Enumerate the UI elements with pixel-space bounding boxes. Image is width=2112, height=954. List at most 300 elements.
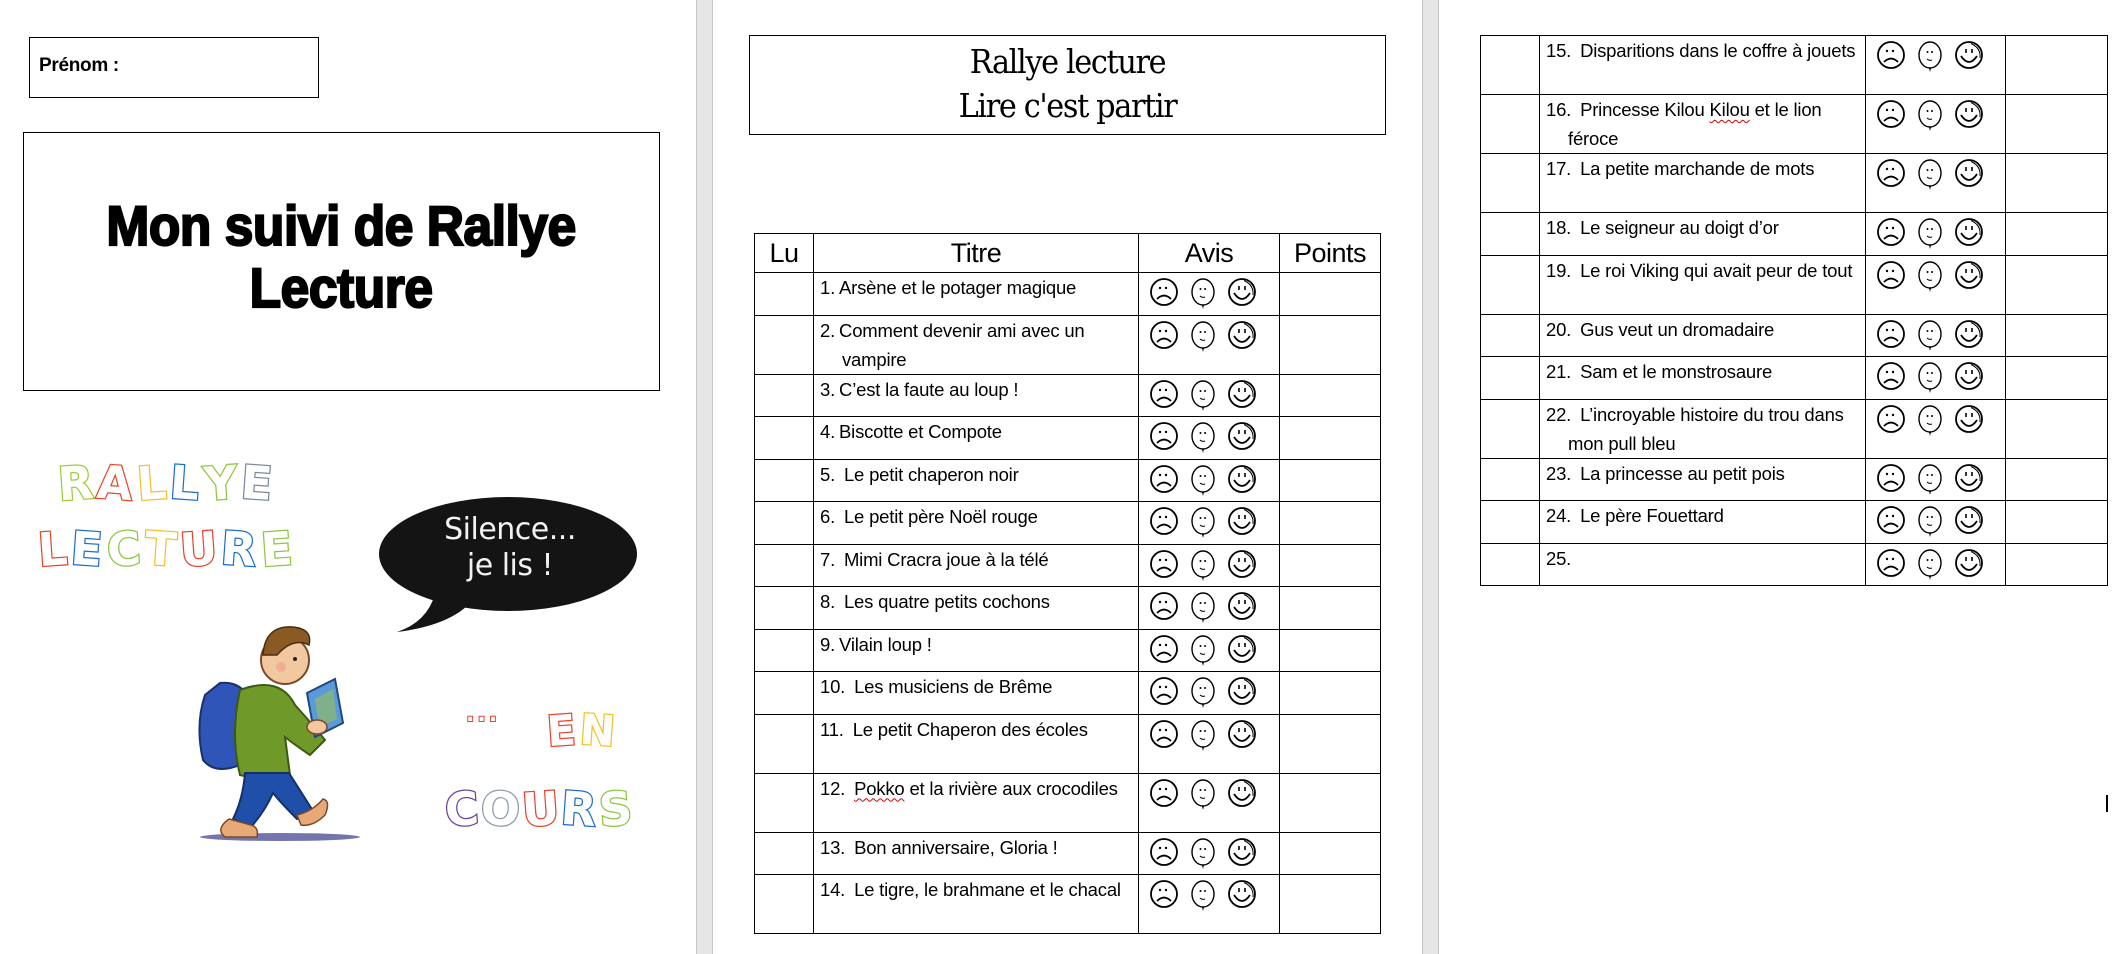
titre-cell bbox=[1540, 213, 1866, 256]
neutral-face-icon[interactable] bbox=[1915, 217, 1945, 251]
sad-face-icon[interactable] bbox=[1149, 421, 1179, 455]
neutral-face-icon[interactable] bbox=[1915, 99, 1945, 133]
lu-checkbox-cell[interactable] bbox=[755, 374, 814, 417]
table-header-row bbox=[755, 234, 1381, 273]
points-cell[interactable] bbox=[1280, 273, 1381, 316]
avis-cell bbox=[1139, 315, 1280, 374]
titre-cell bbox=[814, 459, 1139, 502]
titre-cell bbox=[814, 832, 1139, 875]
avis-cell bbox=[1139, 544, 1280, 587]
book-number: 17. bbox=[1546, 158, 1572, 179]
decorative-letter: E bbox=[258, 520, 298, 578]
avis-cell bbox=[1139, 714, 1280, 773]
titre-cell bbox=[814, 714, 1139, 773]
titre-cell bbox=[1540, 399, 1866, 458]
titre-cell bbox=[814, 273, 1139, 316]
happy-face-icon[interactable] bbox=[1227, 464, 1257, 498]
happy-face-icon[interactable] bbox=[1954, 319, 1984, 353]
table-row bbox=[755, 832, 1381, 875]
book-number: 21. bbox=[1546, 361, 1572, 382]
table-row bbox=[1481, 213, 2108, 256]
bubble-line2: je lis ! bbox=[466, 548, 554, 583]
table-row bbox=[755, 714, 1381, 773]
sad-face-icon[interactable] bbox=[1876, 217, 1906, 251]
points-cell[interactable] bbox=[2006, 458, 2108, 501]
decorative-letter: R bbox=[559, 780, 601, 838]
titre-cell bbox=[814, 544, 1139, 587]
page-gutter bbox=[696, 0, 713, 954]
table-row bbox=[1481, 357, 2108, 400]
book-title: Biscotte et Compote bbox=[839, 421, 1002, 442]
neutral-face-icon[interactable] bbox=[1188, 837, 1218, 871]
table-row bbox=[1481, 154, 2108, 213]
rallye-table-page3 bbox=[1480, 35, 2108, 586]
avis-cell bbox=[1139, 502, 1280, 545]
happy-face-icon[interactable] bbox=[1227, 634, 1257, 668]
happy-face-icon[interactable] bbox=[1954, 260, 1984, 294]
spellcheck-underline: Pokko bbox=[854, 777, 905, 799]
points-cell[interactable] bbox=[2006, 213, 2108, 256]
neutral-face-icon[interactable] bbox=[1915, 158, 1945, 192]
happy-face-icon[interactable] bbox=[1227, 719, 1257, 753]
points-cell[interactable] bbox=[1280, 832, 1381, 875]
cover-title-line2: Lecture bbox=[250, 255, 433, 319]
neutral-face-icon[interactable] bbox=[1188, 879, 1218, 913]
avis-cell bbox=[1866, 95, 2006, 154]
neutral-face-icon[interactable] bbox=[1188, 778, 1218, 812]
decorative-letter: U bbox=[178, 520, 224, 578]
column-header-titre: Titre bbox=[814, 234, 1139, 273]
neutral-face-icon[interactable] bbox=[1915, 260, 1945, 294]
book-number: 24. bbox=[1546, 505, 1572, 526]
sad-face-icon[interactable] bbox=[1149, 549, 1179, 583]
document-title-box bbox=[749, 35, 1386, 135]
boy-reading-illustration bbox=[185, 615, 385, 845]
lu-checkbox-cell[interactable] bbox=[755, 544, 814, 587]
points-cell[interactable] bbox=[1280, 587, 1381, 630]
happy-face-icon[interactable] bbox=[1227, 549, 1257, 583]
sad-face-icon[interactable] bbox=[1876, 319, 1906, 353]
book-number: 4. bbox=[820, 421, 836, 442]
book-title: L’incroyable histoire du trou dans mon pull bleu bbox=[1568, 403, 1849, 454]
avis-cell bbox=[1866, 357, 2006, 400]
book-title: C’est la faute au loup ! bbox=[839, 378, 1019, 400]
points-cell[interactable] bbox=[2006, 36, 2108, 95]
lu-checkbox-cell[interactable] bbox=[755, 773, 814, 832]
lu-checkbox-cell[interactable] bbox=[1481, 213, 1540, 256]
book-number: 15. bbox=[1546, 40, 1572, 61]
titre-cell bbox=[814, 587, 1139, 630]
neutral-face-icon[interactable] bbox=[1915, 361, 1945, 395]
lu-checkbox-cell[interactable] bbox=[1481, 399, 1540, 458]
lu-checkbox-cell[interactable] bbox=[1481, 36, 1540, 95]
happy-face-icon[interactable] bbox=[1227, 837, 1257, 871]
book-number: 16. bbox=[1546, 99, 1572, 120]
en-word bbox=[547, 706, 619, 755]
sad-face-icon[interactable] bbox=[1149, 879, 1179, 913]
book-number: 14. bbox=[820, 879, 846, 900]
table-row bbox=[1481, 314, 2108, 357]
neutral-face-icon[interactable] bbox=[1915, 463, 1945, 497]
book-title: Arsène et le potager magique bbox=[839, 277, 1077, 298]
lu-checkbox-cell[interactable] bbox=[1481, 458, 1540, 501]
book-number: 7. bbox=[820, 548, 836, 570]
table-row bbox=[755, 502, 1381, 545]
happy-face-icon[interactable] bbox=[1954, 463, 1984, 497]
titre-cell bbox=[814, 773, 1139, 832]
book-number: 2. bbox=[820, 319, 836, 341]
titre-cell bbox=[814, 374, 1139, 417]
document-title: Rallye lecture bbox=[969, 42, 1166, 81]
table-row bbox=[1481, 458, 2108, 501]
titre-cell bbox=[814, 315, 1139, 374]
lu-checkbox-cell[interactable] bbox=[1481, 543, 1540, 586]
titre-cell bbox=[1540, 95, 1866, 154]
table-row bbox=[755, 672, 1381, 715]
happy-face-icon[interactable] bbox=[1954, 404, 1984, 438]
table-row bbox=[755, 374, 1381, 417]
table-row bbox=[755, 773, 1381, 832]
neutral-face-icon[interactable] bbox=[1188, 676, 1218, 710]
table-row bbox=[1481, 95, 2108, 154]
neutral-face-icon[interactable] bbox=[1188, 379, 1218, 413]
table-row bbox=[1481, 543, 2108, 586]
avis-cell bbox=[1139, 459, 1280, 502]
cover-title-line1: Mon suivi de Rallye bbox=[106, 193, 577, 257]
lu-checkbox-cell[interactable] bbox=[1481, 314, 1540, 357]
lu-checkbox-cell[interactable] bbox=[1481, 255, 1540, 314]
book-number: 9. bbox=[820, 633, 836, 655]
book-title: Le petit Chaperon des écoles bbox=[847, 718, 1088, 740]
avis-cell bbox=[1866, 543, 2006, 586]
rallye-table-page2 bbox=[754, 233, 1381, 934]
neutral-face-icon[interactable] bbox=[1915, 404, 1945, 438]
decorative-letter: O bbox=[478, 780, 524, 838]
rallye-word bbox=[56, 454, 279, 512]
decorative-letter: R bbox=[56, 454, 100, 512]
neutral-face-icon[interactable] bbox=[1188, 591, 1218, 625]
book-title: Comment devenir ami avec un vampire bbox=[839, 319, 1090, 370]
table-row bbox=[1481, 501, 2108, 544]
avis-cell bbox=[1866, 154, 2006, 213]
neutral-face-icon[interactable] bbox=[1188, 277, 1218, 311]
table-row bbox=[755, 273, 1381, 316]
book-title: Vilain loup ! bbox=[839, 633, 932, 655]
points-cell[interactable] bbox=[1280, 374, 1381, 417]
sad-face-icon[interactable] bbox=[1149, 719, 1179, 753]
column-header-avis: Avis bbox=[1139, 234, 1280, 273]
lu-checkbox-cell[interactable] bbox=[755, 587, 814, 630]
table-row bbox=[755, 587, 1381, 630]
book-number: 22. bbox=[1546, 403, 1572, 425]
decorative-letter: L bbox=[135, 454, 173, 512]
titre-cell bbox=[1540, 458, 1866, 501]
book-title: Les quatre petits cochons bbox=[839, 591, 1050, 612]
avis-cell bbox=[1139, 273, 1280, 316]
table-row bbox=[755, 315, 1381, 374]
document-subtitle: Lire c'est partir bbox=[958, 86, 1177, 125]
avis-cell bbox=[1139, 875, 1280, 934]
sad-face-icon[interactable] bbox=[1876, 463, 1906, 497]
avis-cell bbox=[1139, 672, 1280, 715]
happy-face-icon[interactable] bbox=[1227, 778, 1257, 812]
happy-face-icon[interactable] bbox=[1227, 506, 1257, 540]
sad-face-icon[interactable] bbox=[1149, 634, 1179, 668]
book-number: 11. bbox=[820, 718, 844, 740]
book-title: Princesse Kilou Kilou et le lion féroce bbox=[1568, 99, 1827, 149]
avis-cell bbox=[1866, 255, 2006, 314]
cover-title-box bbox=[23, 132, 660, 391]
book-number: 1. bbox=[820, 277, 836, 298]
book-number: 20. bbox=[1546, 318, 1572, 340]
avis-cell bbox=[1139, 374, 1280, 417]
lu-checkbox-cell[interactable] bbox=[1481, 357, 1540, 400]
decorative-letter: U bbox=[520, 780, 564, 838]
avis-cell bbox=[1866, 458, 2006, 501]
lu-checkbox-cell[interactable] bbox=[755, 629, 814, 672]
decorative-letter: E bbox=[69, 520, 109, 578]
neutral-face-icon[interactable] bbox=[1188, 549, 1218, 583]
avis-cell bbox=[1139, 832, 1280, 875]
book-title: Le père Fouettard bbox=[1575, 505, 1724, 526]
sad-face-icon[interactable] bbox=[1876, 260, 1906, 294]
sad-face-icon[interactable] bbox=[1149, 320, 1179, 354]
book-title: Disparitions dans le coffre à jouets bbox=[1575, 40, 1856, 61]
prenom-label: Prénom : bbox=[39, 55, 119, 76]
table-row bbox=[755, 875, 1381, 934]
points-cell[interactable] bbox=[1280, 315, 1381, 374]
points-cell[interactable] bbox=[1280, 714, 1381, 773]
points-cell[interactable] bbox=[1280, 773, 1381, 832]
sad-face-icon[interactable] bbox=[1876, 361, 1906, 395]
book-number: 25. bbox=[1546, 547, 1572, 569]
rallye-lecture-illustration bbox=[20, 430, 660, 860]
lecture-word bbox=[38, 522, 296, 576]
book-number: 13. bbox=[820, 836, 846, 858]
points-cell[interactable] bbox=[1280, 875, 1381, 934]
table-row bbox=[755, 544, 1381, 587]
happy-face-icon[interactable] bbox=[1227, 676, 1257, 710]
cours-word bbox=[445, 782, 634, 836]
points-cell[interactable] bbox=[2006, 314, 2108, 357]
points-cell[interactable] bbox=[1280, 629, 1381, 672]
decorative-letter: L bbox=[36, 520, 74, 578]
book-title: Le roi Viking qui avait peur de tout bbox=[1575, 259, 1853, 281]
sad-face-icon[interactable] bbox=[1876, 548, 1906, 582]
lu-checkbox-cell[interactable] bbox=[755, 273, 814, 316]
table-row bbox=[1481, 36, 2108, 95]
titre-cell bbox=[1540, 357, 1866, 400]
points-cell[interactable] bbox=[1280, 459, 1381, 502]
points-cell[interactable] bbox=[2006, 154, 2108, 213]
book-number: 3. bbox=[820, 378, 836, 400]
avis-cell bbox=[1139, 417, 1280, 460]
happy-face-icon[interactable] bbox=[1954, 99, 1984, 133]
avis-cell bbox=[1139, 587, 1280, 630]
book-title: Sam et le monstrosaure bbox=[1575, 361, 1773, 382]
avis-cell bbox=[1866, 314, 2006, 357]
happy-face-icon[interactable] bbox=[1954, 361, 1984, 395]
happy-face-icon[interactable] bbox=[1954, 158, 1984, 192]
points-cell[interactable] bbox=[1280, 502, 1381, 545]
speech-bubble-text bbox=[420, 510, 600, 586]
dots-decoration bbox=[466, 702, 500, 727]
titre-cell bbox=[1540, 255, 1866, 314]
column-header-lu: Lu bbox=[755, 234, 814, 273]
points-cell[interactable] bbox=[2006, 255, 2108, 314]
titre-cell bbox=[814, 502, 1139, 545]
decorative-letter: E bbox=[545, 704, 582, 757]
happy-face-icon[interactable] bbox=[1954, 548, 1984, 582]
sad-face-icon[interactable] bbox=[1149, 676, 1179, 710]
points-cell[interactable] bbox=[2006, 399, 2108, 458]
avis-cell bbox=[1866, 213, 2006, 256]
neutral-face-icon[interactable] bbox=[1915, 319, 1945, 353]
avis-cell bbox=[1866, 36, 2006, 95]
lu-checkbox-cell[interactable] bbox=[755, 875, 814, 934]
points-cell[interactable] bbox=[2006, 357, 2108, 400]
titre-cell bbox=[1540, 36, 1866, 95]
table-row bbox=[755, 459, 1381, 502]
neutral-face-icon[interactable] bbox=[1915, 505, 1945, 539]
table-row bbox=[755, 417, 1381, 460]
titre-cell bbox=[814, 672, 1139, 715]
table-row bbox=[755, 629, 1381, 672]
spellcheck-underline: Kilou bbox=[1709, 99, 1750, 120]
neutral-face-icon[interactable] bbox=[1188, 506, 1218, 540]
book-number: 5. bbox=[820, 463, 836, 485]
points-cell[interactable] bbox=[1280, 672, 1381, 715]
bubble-line1: Silence... bbox=[444, 512, 576, 547]
sad-face-icon[interactable] bbox=[1149, 464, 1179, 498]
neutral-face-icon[interactable] bbox=[1188, 719, 1218, 753]
book-title: Le petit chaperon noir bbox=[839, 463, 1019, 485]
titre-cell bbox=[814, 417, 1139, 460]
sad-face-icon[interactable] bbox=[1149, 778, 1179, 812]
happy-face-icon[interactable] bbox=[1227, 277, 1257, 311]
neutral-face-icon[interactable] bbox=[1188, 320, 1218, 354]
happy-face-icon[interactable] bbox=[1227, 879, 1257, 913]
book-title: La petite marchande de mots bbox=[1575, 158, 1815, 179]
prenom-field[interactable] bbox=[29, 37, 319, 98]
decorative-letter: E bbox=[239, 454, 279, 512]
book-number: 23. bbox=[1546, 462, 1572, 484]
sad-face-icon[interactable] bbox=[1876, 404, 1906, 438]
happy-face-icon[interactable] bbox=[1954, 505, 1984, 539]
lu-checkbox-cell[interactable] bbox=[1481, 95, 1540, 154]
happy-face-icon[interactable] bbox=[1954, 217, 1984, 251]
page-cover bbox=[0, 0, 696, 954]
lu-checkbox-cell[interactable] bbox=[755, 672, 814, 715]
book-number: 19. bbox=[1546, 259, 1572, 281]
table-row bbox=[1481, 399, 2108, 458]
decorative-letter: S bbox=[596, 780, 636, 838]
titre-cell bbox=[1540, 543, 1866, 586]
text-cursor bbox=[2106, 795, 2108, 812]
sad-face-icon[interactable] bbox=[1149, 837, 1179, 871]
lu-checkbox-cell[interactable] bbox=[755, 714, 814, 773]
book-number: 6. bbox=[820, 506, 836, 527]
happy-face-icon[interactable] bbox=[1227, 379, 1257, 413]
sad-face-icon[interactable] bbox=[1876, 99, 1906, 133]
lu-checkbox-cell[interactable] bbox=[755, 502, 814, 545]
points-cell[interactable] bbox=[2006, 95, 2108, 154]
book-title: Les musiciens de Brême bbox=[849, 676, 1053, 697]
decorative-letter: C bbox=[443, 780, 483, 838]
avis-cell bbox=[1866, 399, 2006, 458]
sad-face-icon[interactable] bbox=[1876, 505, 1906, 539]
points-cell[interactable] bbox=[1280, 417, 1381, 460]
titre-cell bbox=[1540, 154, 1866, 213]
book-title: Le tigre, le brahmane et le chacal bbox=[849, 879, 1121, 900]
lu-checkbox-cell[interactable] bbox=[755, 832, 814, 875]
decorative-letter: T bbox=[142, 520, 182, 578]
decorative-letter: C bbox=[104, 520, 147, 578]
book-title: Le seigneur au doigt d’or bbox=[1575, 217, 1779, 238]
avis-cell bbox=[1139, 629, 1280, 672]
lu-checkbox-cell[interactable] bbox=[1481, 154, 1540, 213]
neutral-face-icon[interactable] bbox=[1188, 464, 1218, 498]
lu-checkbox-cell[interactable] bbox=[1481, 501, 1540, 544]
book-title: Bon anniversaire, Gloria ! bbox=[849, 836, 1058, 858]
book-title: La princesse au petit pois bbox=[1575, 462, 1785, 484]
lu-checkbox-cell[interactable] bbox=[755, 315, 814, 374]
cover-title bbox=[107, 195, 576, 319]
titre-cell bbox=[814, 875, 1139, 934]
book-number: 18. bbox=[1546, 217, 1572, 238]
points-cell[interactable] bbox=[2006, 543, 2108, 586]
book-title: Gus veut un dromadaire bbox=[1575, 318, 1775, 340]
neutral-face-icon[interactable] bbox=[1188, 421, 1218, 455]
sad-face-icon[interactable] bbox=[1149, 591, 1179, 625]
book-number: 12. bbox=[820, 777, 846, 799]
points-cell[interactable] bbox=[1280, 544, 1381, 587]
book-title: Pokko et la rivière aux crocodiles bbox=[854, 777, 1118, 799]
points-cell[interactable] bbox=[2006, 501, 2108, 544]
book-number: 10. bbox=[820, 676, 846, 697]
titre-cell bbox=[814, 629, 1139, 672]
lu-checkbox-cell[interactable] bbox=[755, 459, 814, 502]
book-title: Mimi Cracra joue à la télé bbox=[839, 548, 1049, 570]
sad-face-icon[interactable] bbox=[1149, 379, 1179, 413]
lu-checkbox-cell[interactable] bbox=[755, 417, 814, 460]
sad-face-icon[interactable] bbox=[1149, 506, 1179, 540]
book-title: Le petit père Noël rouge bbox=[839, 506, 1038, 527]
avis-cell bbox=[1866, 501, 2006, 544]
happy-face-icon[interactable] bbox=[1954, 40, 1984, 74]
titre-cell bbox=[1540, 501, 1866, 544]
page-gutter bbox=[1422, 0, 1439, 954]
decorative-letter: Y bbox=[201, 454, 243, 512]
sad-face-icon[interactable] bbox=[1149, 277, 1179, 311]
decorative-letter: R bbox=[219, 520, 263, 578]
neutral-face-icon[interactable] bbox=[1188, 634, 1218, 668]
decorative-letter: L bbox=[168, 454, 206, 512]
avis-cell bbox=[1139, 773, 1280, 832]
neutral-face-icon[interactable] bbox=[1915, 40, 1945, 74]
happy-face-icon[interactable] bbox=[1227, 591, 1257, 625]
neutral-face-icon[interactable] bbox=[1915, 548, 1945, 582]
sad-face-icon[interactable] bbox=[1876, 40, 1906, 74]
happy-face-icon[interactable] bbox=[1227, 421, 1257, 455]
column-header-points: Points bbox=[1280, 234, 1381, 273]
decorative-letter: A bbox=[95, 454, 139, 512]
titre-cell bbox=[1540, 314, 1866, 357]
dots-text: ... bbox=[466, 702, 501, 727]
sad-face-icon[interactable] bbox=[1876, 158, 1906, 192]
happy-face-icon[interactable] bbox=[1227, 320, 1257, 354]
table-row bbox=[1481, 255, 2108, 314]
